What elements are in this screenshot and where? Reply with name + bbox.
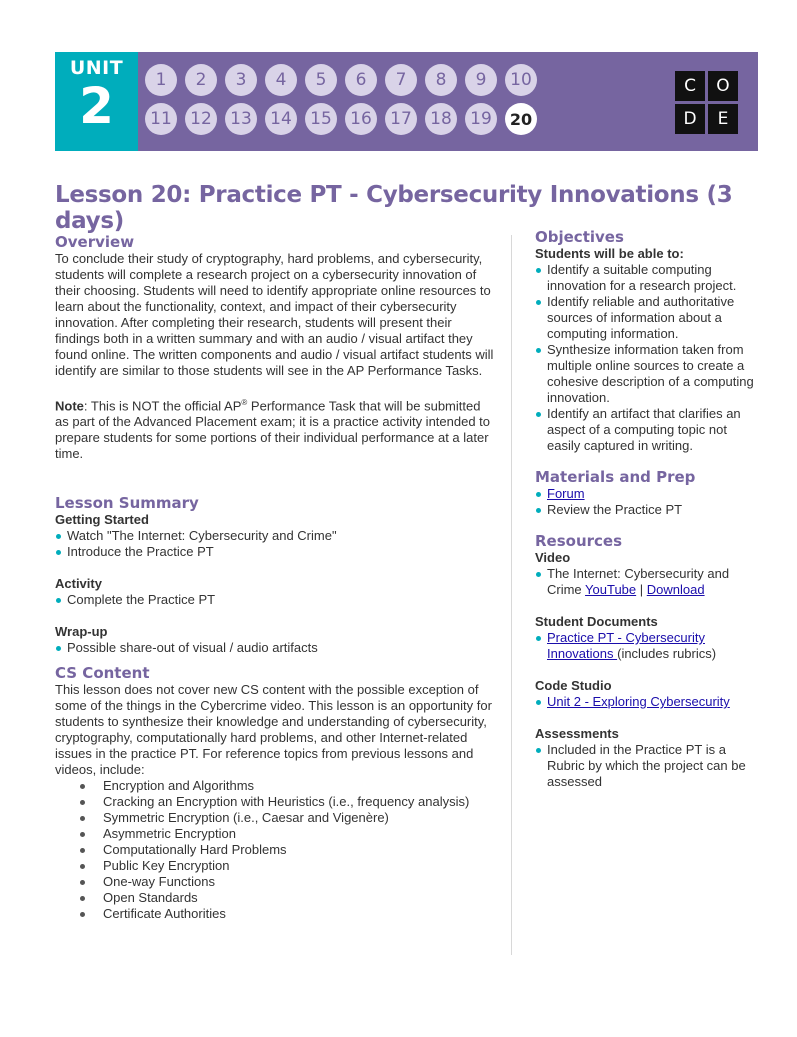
lesson-10-button[interactable]: 10 <box>505 64 537 96</box>
logo-letter: C <box>675 71 705 101</box>
lesson-15-button[interactable]: 15 <box>305 103 337 135</box>
objectives-intro: Students will be able to: <box>535 246 684 261</box>
main-column <box>55 233 495 922</box>
assessments-heading: Assessments <box>535 726 619 741</box>
lesson-row-2 <box>145 103 545 135</box>
assessments-list <box>535 742 760 790</box>
lesson-summary-heading: Lesson Summary <box>55 494 199 513</box>
lesson-5-button[interactable]: 5 <box>305 64 337 96</box>
rubric-note: (includes rubrics) <box>617 646 717 661</box>
topic-item: Cracking an Encryption with Heuristics (i.e., frequency analysis) <box>103 794 495 810</box>
code-studio-heading: Code Studio <box>535 678 612 693</box>
lesson-20-button[interactable]: 20 <box>505 103 537 135</box>
activity-list <box>55 592 495 608</box>
lesson-8-button[interactable]: 8 <box>425 64 457 96</box>
lesson-14-button[interactable]: 14 <box>265 103 297 135</box>
lesson-3-button[interactable]: 3 <box>225 64 257 96</box>
topic-item: Public Key Encryption <box>103 858 495 874</box>
list-item: Watch "The Internet: Cybersecurity and Crime" <box>55 528 495 544</box>
note-text-1: : This is NOT the official AP <box>83 398 242 414</box>
lesson-7-button[interactable]: 7 <box>385 64 417 96</box>
lesson-9-button[interactable]: 9 <box>465 64 497 96</box>
list-item: Introduce the Practice PT <box>55 544 495 560</box>
list-item: Possible share-out of visual / audio artifacts <box>55 640 495 656</box>
code-studio-list <box>535 694 760 710</box>
overview-heading: Overview <box>55 233 135 251</box>
overview-note <box>55 395 495 462</box>
lesson-row-1 <box>145 64 545 96</box>
reference-topics-list <box>103 778 495 922</box>
video-heading: Video <box>535 550 571 565</box>
lesson-18-button[interactable]: 18 <box>425 103 457 135</box>
practice-pt-link[interactable]: Practice PT - Cybersecurity Innovations <box>547 630 705 661</box>
lesson-11-button[interactable]: 11 <box>145 103 177 135</box>
objectives-list <box>535 262 760 454</box>
list-item: Included in the Practice PT is a Rubric by which the project can be assessed <box>535 742 760 790</box>
column-divider <box>511 235 512 955</box>
topic-item: Encryption and Algorithms <box>103 778 495 794</box>
lesson-17-button[interactable]: 17 <box>385 103 417 135</box>
logo-letter: O <box>708 71 738 101</box>
list-item <box>535 630 760 662</box>
topic-item: Asymmetric Encryption <box>103 826 495 842</box>
lesson-4-button[interactable]: 4 <box>265 64 297 96</box>
materials-list <box>535 486 760 518</box>
objectives-heading: Objectives <box>535 228 624 246</box>
unit-number: 2 <box>79 77 114 135</box>
objective-item: Identify an artifact that clarifies an aspect of a computing topic not easily captured in writing. <box>535 406 760 454</box>
objective-item: Synthesize information taken from multiple online sources to create a cohesive description of a computing innovation. <box>535 342 760 406</box>
note-label: Note <box>55 398 84 414</box>
lesson-navigator <box>145 64 545 142</box>
download-link[interactable]: Download <box>646 582 705 597</box>
list-item: Review the Practice PT <box>535 502 760 518</box>
topic-item: Certificate Authorities <box>103 906 495 922</box>
list-item <box>535 694 760 710</box>
lesson-2-button[interactable]: 2 <box>185 64 217 96</box>
unit-badge <box>55 52 138 151</box>
wrapup-list <box>55 640 495 656</box>
lesson-6-button[interactable]: 6 <box>345 64 377 96</box>
getting-started-heading: Getting Started <box>55 512 149 528</box>
resources-heading: Resources <box>535 532 623 550</box>
sidebar-column <box>535 228 760 790</box>
list-item <box>535 566 760 598</box>
lesson-16-button[interactable]: 16 <box>345 103 377 135</box>
logo-letter: E <box>708 104 738 134</box>
topic-item: One-way Functions <box>103 874 495 890</box>
student-documents-heading: Student Documents <box>535 614 658 629</box>
activity-heading: Activity <box>55 576 102 592</box>
lesson-title: Lesson 20: Practice PT - Cybersecurity Innovations (3 days) <box>55 182 733 234</box>
topic-item: Computationally Hard Problems <box>103 842 495 858</box>
link-separator: | <box>636 582 647 597</box>
getting-started-list <box>55 528 495 560</box>
cs-content-text: This lesson does not cover new CS content with the possible exception of some of the things in the Cybercrime video. This lesson is an opportunity for students to synthesize their knowledge and understanding of cybersecurity, cryptography, computationally hard problems, and other Internet-related issues in the practice PT. For reference topics from previous lessons and videos, include: <box>55 682 492 778</box>
forum-link[interactable]: Forum <box>547 486 585 501</box>
lesson-1-button[interactable]: 1 <box>145 64 177 96</box>
code-org-logo <box>675 71 738 134</box>
objective-item: Identify a suitable computing innovation for a research project. <box>535 262 760 294</box>
unit-banner <box>55 52 758 151</box>
materials-heading: Materials and Prep <box>535 468 696 486</box>
topic-item: Symmetric Encryption (i.e., Caesar and Vigenère) <box>103 810 495 826</box>
wrapup-heading: Wrap-up <box>55 624 108 640</box>
logo-letter: D <box>675 104 705 134</box>
note-text-2: Performance Task that will be submitted as part of the Advanced Placement exam; it is a practice activity intended to prepare students for some portions of their individual performance at a later time. <box>55 398 491 462</box>
lesson-13-button[interactable]: 13 <box>225 103 257 135</box>
lesson-19-button[interactable]: 19 <box>465 103 497 135</box>
list-item: Complete the Practice PT <box>55 592 495 608</box>
video-title: The Internet: Cybersecurity and Crime <box>547 566 730 597</box>
topic-item: Open Standards <box>103 890 495 906</box>
unit-label: UNIT <box>69 57 124 79</box>
cs-content-heading: CS Content <box>55 664 150 683</box>
objective-item: Identify reliable and authoritative sources of information about a computing information. <box>535 294 760 342</box>
video-list <box>535 566 760 598</box>
registered-mark: ® <box>241 398 248 407</box>
lesson-12-button[interactable]: 12 <box>185 103 217 135</box>
code-studio-link[interactable]: Unit 2 - Exploring Cybersecurity <box>547 694 730 709</box>
overview-text: To conclude their study of cryptography, hard problems, and cybersecurity, students will complete a research project on a cybersecurity innovation of their choosing. Students will need to identify appropriate online resources to learn about the functionality, context, and impact of their cybersecurity innovation. After completing their research, students will present their findings both in a written summary and with an audio / visual artifact they found online. The written components and audio / visual artifact students will identify are similar to those students will see in the AP Performance Tasks. <box>55 251 494 378</box>
student-documents-list <box>535 630 760 662</box>
youtube-link[interactable]: YouTube <box>585 582 637 597</box>
list-item <box>535 486 760 502</box>
